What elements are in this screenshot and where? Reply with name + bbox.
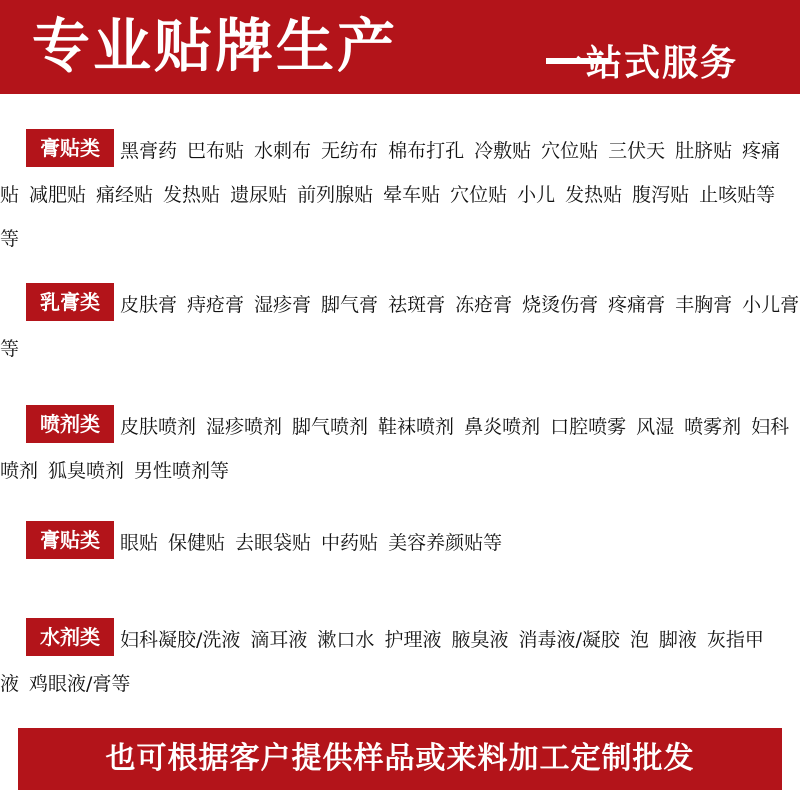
footer-banner: 也可根据客户提供样品或来料加工定制批发 bbox=[18, 728, 782, 790]
section-liquid bbox=[0, 618, 800, 706]
section-badge: 水剂类 bbox=[26, 618, 114, 656]
product-item: 无纺布 bbox=[321, 140, 379, 162]
product-item: 男性喷剂等 bbox=[134, 460, 230, 482]
product-item: 鞋袜喷剂 bbox=[378, 416, 455, 438]
product-item: 湿疹膏 bbox=[254, 294, 312, 316]
product-item: 脚气喷剂 bbox=[292, 416, 369, 438]
product-item: 护理液 bbox=[384, 629, 442, 651]
product-item: 巴布贴 bbox=[187, 140, 245, 162]
product-item: 疼痛膏 bbox=[608, 294, 666, 316]
product-item: 保健贴 bbox=[168, 532, 226, 554]
section-spray bbox=[0, 405, 800, 493]
banner-subtitle: 一站式服务 bbox=[548, 43, 739, 84]
item-list bbox=[0, 283, 800, 371]
top-banner bbox=[0, 0, 800, 94]
product-item: 美容养颜贴等 bbox=[388, 532, 503, 554]
product-item: 漱口水 bbox=[317, 629, 375, 651]
product-item: 喷雾剂 bbox=[684, 416, 742, 438]
product-item: 小儿膏等 bbox=[0, 294, 800, 360]
product-item: 小儿 bbox=[517, 184, 556, 206]
section-plaster-beauty bbox=[0, 521, 800, 565]
product-item: 烧烫伤膏 bbox=[522, 294, 599, 316]
product-item: 止咳贴等等 bbox=[0, 184, 776, 250]
product-item: 中药贴 bbox=[321, 532, 379, 554]
product-item: 穴位贴 bbox=[541, 140, 599, 162]
product-item: 丰胸膏 bbox=[675, 294, 733, 316]
product-item: 祛斑膏 bbox=[388, 294, 446, 316]
product-item: 遗尿贴 bbox=[230, 184, 288, 206]
section-cream bbox=[0, 283, 800, 371]
product-item: 腹泻贴 bbox=[632, 184, 690, 206]
product-item: 滴耳液 bbox=[250, 629, 308, 651]
product-item: 湿疹喷剂 bbox=[206, 416, 283, 438]
item-list bbox=[0, 618, 800, 706]
section-plaster bbox=[0, 129, 800, 261]
section-badge: 膏贴类 bbox=[26, 129, 114, 167]
item-list bbox=[0, 521, 800, 565]
product-item: 皮肤膏 bbox=[120, 294, 178, 316]
product-item: 腋臭液 bbox=[451, 629, 509, 651]
product-item: 口腔喷雾 bbox=[550, 416, 627, 438]
item-list bbox=[0, 405, 800, 493]
product-item: 痔疮膏 bbox=[187, 294, 245, 316]
section-badge: 喷剂类 bbox=[26, 405, 114, 443]
item-list bbox=[0, 129, 800, 261]
product-item: 泡 bbox=[629, 629, 649, 651]
product-item: 妇科喷剂 bbox=[0, 416, 790, 482]
product-item: 消毒液/凝胶 bbox=[518, 629, 620, 651]
product-item: 发热贴 bbox=[163, 184, 221, 206]
product-item: 穴位贴 bbox=[450, 184, 508, 206]
product-item: 棉布打孔 bbox=[388, 140, 465, 162]
product-item: 冻疮膏 bbox=[455, 294, 513, 316]
section-badge: 乳膏类 bbox=[26, 283, 114, 321]
product-item: 脚液 bbox=[658, 629, 697, 651]
banner-title: 专业贴牌生产 bbox=[32, 12, 399, 80]
product-item: 皮肤喷剂 bbox=[120, 416, 197, 438]
product-item: 狐臭喷剂 bbox=[48, 460, 125, 482]
section-badge: 膏贴类 bbox=[26, 521, 114, 559]
product-item: 痛经贴 bbox=[96, 184, 154, 206]
product-item: 冷敷贴 bbox=[474, 140, 532, 162]
product-item: 肚脐贴 bbox=[675, 140, 733, 162]
product-item: 疼痛贴 bbox=[0, 140, 781, 206]
product-item: 前列腺贴 bbox=[297, 184, 374, 206]
product-item: 减肥贴 bbox=[29, 184, 87, 206]
product-item: 鼻炎喷剂 bbox=[464, 416, 541, 438]
product-item: 妇科凝胶/洗液 bbox=[120, 629, 241, 651]
product-item: 三伏天 bbox=[608, 140, 666, 162]
product-item: 鸡眼液/膏等 bbox=[29, 673, 131, 695]
product-item: 黑膏药 bbox=[120, 140, 178, 162]
product-item: 风湿 bbox=[636, 416, 675, 438]
product-item: 脚气膏 bbox=[321, 294, 379, 316]
product-item: 去眼袋贴 bbox=[235, 532, 312, 554]
product-item: 灰指甲液 bbox=[0, 629, 764, 695]
product-item: 眼贴 bbox=[120, 532, 159, 554]
product-item: 水刺布 bbox=[254, 140, 312, 162]
product-item: 晕车贴 bbox=[383, 184, 441, 206]
product-item: 发热贴 bbox=[565, 184, 623, 206]
